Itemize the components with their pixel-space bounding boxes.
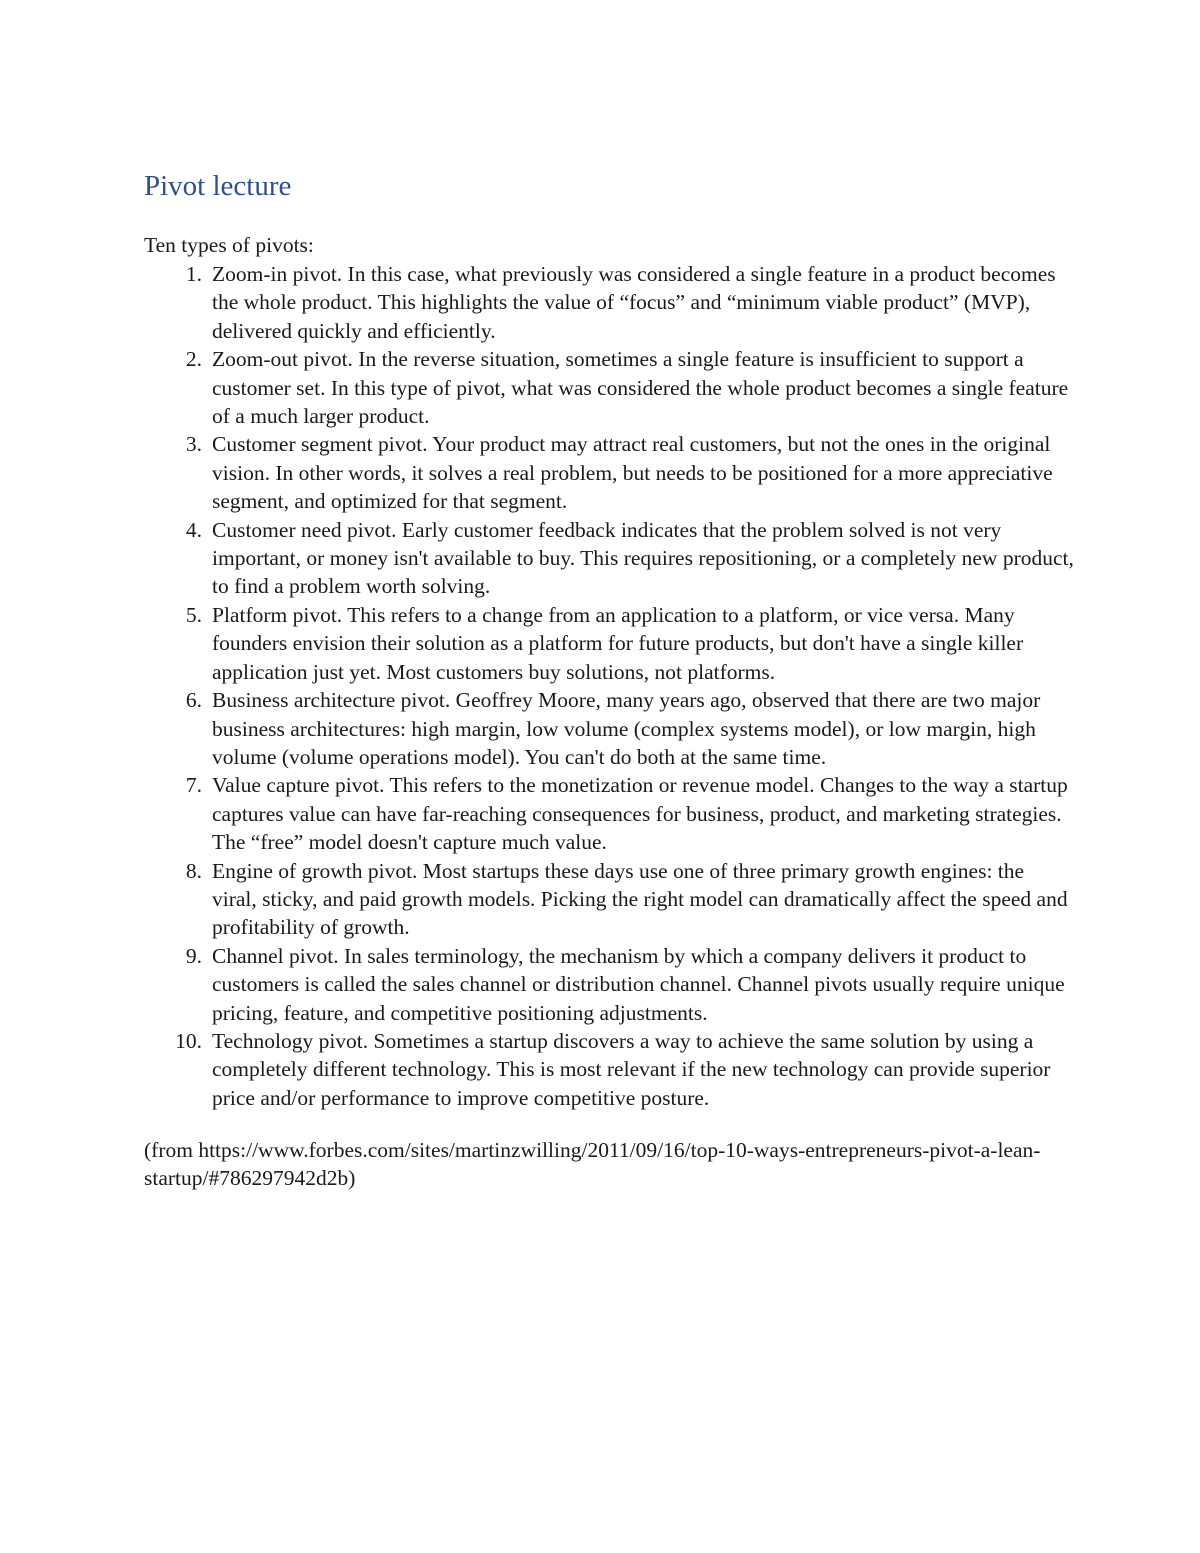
page-title: Pivot lecture bbox=[144, 170, 292, 202]
list-item-text: Channel pivot. In sales terminology, the mechanism by which a company delivers it product to customers is called the sales channel or distribution channel. Channel pivots usually require unique pricing, feature, and competitive positioning adjustments. bbox=[212, 943, 1065, 1025]
list-item-text: Technology pivot. Sometimes a startup discovers a way to achieve the same solution by using a completely different technology. This is most relevant if the new technology can provide superior price and/or performance to improve competitive posture. bbox=[212, 1028, 1051, 1110]
list-item bbox=[144, 260, 1074, 345]
list-item-number: 7. bbox=[185, 773, 202, 798]
list-item bbox=[144, 1027, 1074, 1112]
list-item-number: 5. bbox=[185, 602, 202, 627]
list-item bbox=[144, 686, 1074, 771]
pivot-list bbox=[144, 260, 1074, 1112]
list-item bbox=[144, 601, 1074, 686]
list-item-text: Customer need pivot. Early customer feedback indicates that the problem solved is not very important, or money isn't available to buy. This requires repositioning, or a completely new product, to find a problem worth solving. bbox=[212, 517, 1074, 599]
list-item-text: Zoom-out pivot. In the reverse situation, sometimes a single feature is insufficient to support a customer set. In this type of pivot, what was considered the whole product becomes a single feature of a much larger product. bbox=[212, 347, 1069, 429]
list-item-text: Customer segment pivot. Your product may attract real customers, but not the ones in the original vision. In other words, it solves a real problem, but needs to be positioned for a more appreciative segment, and optimized for that segment. bbox=[212, 432, 1053, 514]
list-item-number: 1. bbox=[185, 262, 202, 286]
intro-text: Ten types of pivots: bbox=[144, 233, 314, 257]
list-item-number: 9. bbox=[185, 943, 202, 968]
list-item-number: 10. bbox=[175, 1028, 202, 1053]
list-item-number: 2. bbox=[185, 347, 202, 372]
list-item-text: Platform pivot. This refers to a change from an application to a platform, or vice versa. Many founders envision their solution as a platform for future products, but don't have a single killer application just yet. Most customers buy solutions, not platforms. bbox=[212, 602, 1024, 684]
list-item bbox=[144, 430, 1074, 515]
list-item-text: Value capture pivot. This refers to the monetization or revenue model. Changes to the way a startup captures value can have far-reaching consequences for business, product, and marketing strategies. The “free” model doesn't capture much value. bbox=[212, 773, 1068, 855]
list-item-number: 3. bbox=[185, 432, 202, 457]
list-item-text: Zoom-in pivot. In this case, what previously was considered a single feature in a product becomes the whole product. This highlights the value of “focus” and “minimum viable product” (MVP), delivered quickly and efficiently. bbox=[212, 262, 1056, 343]
list-item bbox=[144, 516, 1074, 601]
list-item bbox=[144, 942, 1074, 1027]
list-item-text: Engine of growth pivot. Most startups these days use one of three primary growth engines: the viral, sticky, and paid growth models. Picking the right model can dramatically affect the speed and profitability of growth. bbox=[212, 858, 1068, 940]
source-citation: (from https://www.forbes.com/sites/martinzwilling/2011/09/16/top-10-ways-entrepreneurs-pivot-a-lean-startup/#786297942d2b) bbox=[144, 1138, 1041, 1191]
list-item bbox=[144, 857, 1074, 942]
list-item bbox=[144, 771, 1074, 856]
list-item-text: Business architecture pivot. Geoffrey Moore, many years ago, observed that there are two major business architectures: high margin, low volume (complex systems model), or low margin, high volume (volume operations model). You can't do both at the same time. bbox=[212, 688, 1041, 769]
list-item-number: 6. bbox=[185, 688, 202, 713]
list-item bbox=[144, 345, 1074, 430]
list-item-number: 4. bbox=[185, 517, 202, 542]
list-item-number: 8. bbox=[185, 858, 202, 883]
